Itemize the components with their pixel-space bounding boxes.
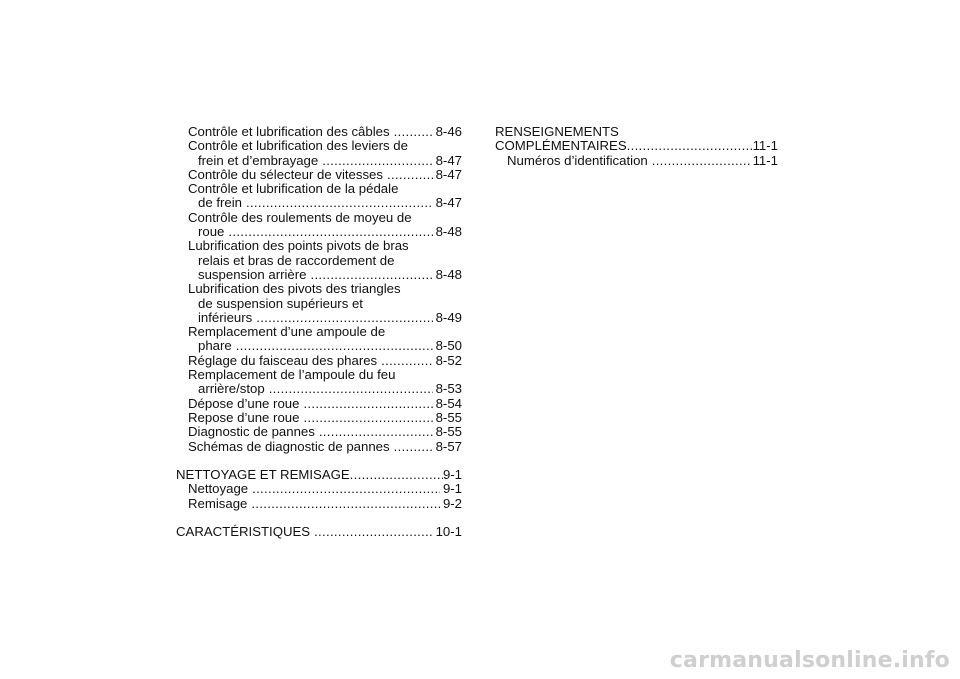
toc-page-number: 8-46: [435, 124, 462, 139]
toc-entry-title: Contrôle des roulements de moyeu de: [188, 209, 412, 225]
toc-entry-selecteur: [176, 168, 462, 182]
toc-leader-dots: [322, 154, 432, 168]
toc-right-column: [495, 125, 778, 168]
toc-leader-dots: [652, 154, 750, 168]
toc-entry-depose-roue: [176, 397, 462, 411]
toc-page-number: 11-1: [752, 138, 778, 154]
toc-entry-repose-roue: [176, 411, 462, 425]
toc-leader-dots: [251, 497, 440, 511]
toc-leader-dots: [246, 196, 433, 210]
toc-section-caracteristiques: [176, 525, 462, 539]
toc-entry-triangles: [176, 282, 462, 325]
toc-leader-dots: [350, 468, 443, 482]
toc-page-number: 8-54: [435, 395, 462, 411]
toc-page-number: 9-1: [442, 467, 462, 483]
toc-entry-bras-relais: [176, 239, 462, 282]
toc-entry-title: Dépose d’une roue: [188, 395, 300, 411]
toc-entry-title-cont: relais et bras de raccordement de: [198, 252, 395, 268]
toc-entry-title: Contrôle et lubrification de la pédale: [188, 181, 399, 197]
toc-entry-title: Remplacement de l’ampoule du feu: [188, 367, 396, 383]
toc-page-number: 10-1: [435, 524, 462, 540]
toc-entry-title: Remisage: [188, 495, 248, 511]
toc-page-number: 8-49: [435, 309, 462, 325]
toc-entry-title-cont: suspension arrière: [198, 266, 307, 282]
toc-entry-title: Contrôle du sélecteur de vitesses: [188, 166, 383, 182]
toc-entry-schemas: [176, 440, 462, 454]
toc-entry-title-cont: de suspension supérieurs et: [198, 295, 363, 311]
toc-leader-dots: [394, 125, 433, 139]
toc-leader-dots: [394, 440, 433, 454]
toc-entry-cables: [176, 125, 462, 139]
toc-left-column: [176, 125, 462, 540]
toc-page-number: 8-53: [435, 381, 462, 397]
toc-leader-dots: [269, 382, 433, 396]
toc-section-title: CARACTÉRISTIQUES: [176, 524, 311, 540]
toc-leader-dots: [627, 139, 753, 153]
toc-page-number: 8-47: [435, 195, 462, 211]
toc-leader-dots: [314, 525, 433, 539]
toc-entry-title: Nettoyage: [188, 481, 249, 497]
toc-entry-title: Lubrification des pivots des triangles: [188, 281, 401, 297]
toc-page-number: 8-48: [435, 266, 462, 282]
toc-entry-title: Numéros d’identification: [507, 152, 648, 168]
toc-entry-title: Réglage du faisceau des phares: [188, 352, 378, 368]
toc-entry-title: Schémas de diagnostic de pannes: [188, 438, 390, 454]
toc-entry-pedale: [176, 182, 462, 211]
toc-entry-diagnostic: [176, 425, 462, 439]
toc-section-title: NETTOYAGE ET REMISAGE: [176, 467, 350, 483]
toc-entry-remisage: [176, 497, 462, 511]
toc-leader-dots: [252, 482, 440, 496]
toc-entry-feu-arriere: [176, 368, 462, 397]
toc-leader-dots: [228, 225, 432, 239]
toc-page-number: 9-1: [442, 481, 462, 497]
toc-leader-dots: [381, 354, 432, 368]
toc-entry-leviers: [176, 139, 462, 168]
toc-section-renseignements: [495, 125, 778, 154]
toc-entry-title-cont: arrière/stop: [198, 381, 265, 397]
toc-page-number: 8-57: [435, 438, 462, 454]
toc-entry-title: Contrôle et lubrification des leviers de: [188, 138, 408, 154]
toc-page-number: 9-2: [442, 495, 462, 511]
toc-leader-dots: [303, 397, 432, 411]
toc-section-title-cont: COMPLÉMENTAIRES: [495, 138, 627, 154]
toc-entry-title: Contrôle et lubrification des câbles: [188, 124, 390, 139]
toc-leader-dots: [236, 339, 433, 353]
toc-page-number: 8-48: [435, 224, 462, 240]
toc-entry-faisceau: [176, 354, 462, 368]
toc-page-number: 8-47: [435, 166, 462, 182]
toc-page-number: 8-50: [435, 338, 462, 354]
toc-entry-title-cont: frein et d’embrayage: [198, 152, 319, 168]
toc-section-title: RENSEIGNEMENTS: [495, 124, 619, 139]
toc-entry-title: Remplacement d’une ampoule de: [188, 324, 386, 340]
toc-leader-dots: [319, 425, 433, 439]
toc-entry-title: Diagnostic de pannes: [188, 424, 315, 440]
toc-entry-title-cont: phare: [198, 338, 232, 354]
toc-entry-title-cont: roue: [198, 224, 225, 240]
toc-entry-title-cont: de frein: [198, 195, 242, 211]
site-watermark: carmanualsonline.info: [669, 648, 950, 673]
toc-entry-ampoule-phare: [176, 325, 462, 354]
toc-entry-nettoyage: [176, 482, 462, 496]
toc-page-number: 8-55: [435, 424, 462, 440]
toc-leader-dots: [303, 411, 432, 425]
toc-entry-title: Lubrification des points pivots de bras: [188, 238, 409, 254]
toc-entry-identification: [495, 154, 778, 168]
toc-entry-title-cont: inférieurs: [198, 309, 253, 325]
toc-leader-dots: [311, 268, 433, 282]
toc-entry-title: Repose d’une roue: [188, 409, 300, 425]
toc-page-number: 11-1: [752, 152, 778, 168]
toc-section-nettoyage: [176, 468, 462, 482]
toc-page-number: 8-52: [435, 352, 462, 368]
toc-leader-dots: [256, 311, 432, 325]
toc-leader-dots: [387, 168, 433, 182]
toc-page-number: 8-55: [435, 409, 462, 425]
toc-page-number: 8-47: [435, 152, 462, 168]
toc-entry-roulements: [176, 211, 462, 240]
